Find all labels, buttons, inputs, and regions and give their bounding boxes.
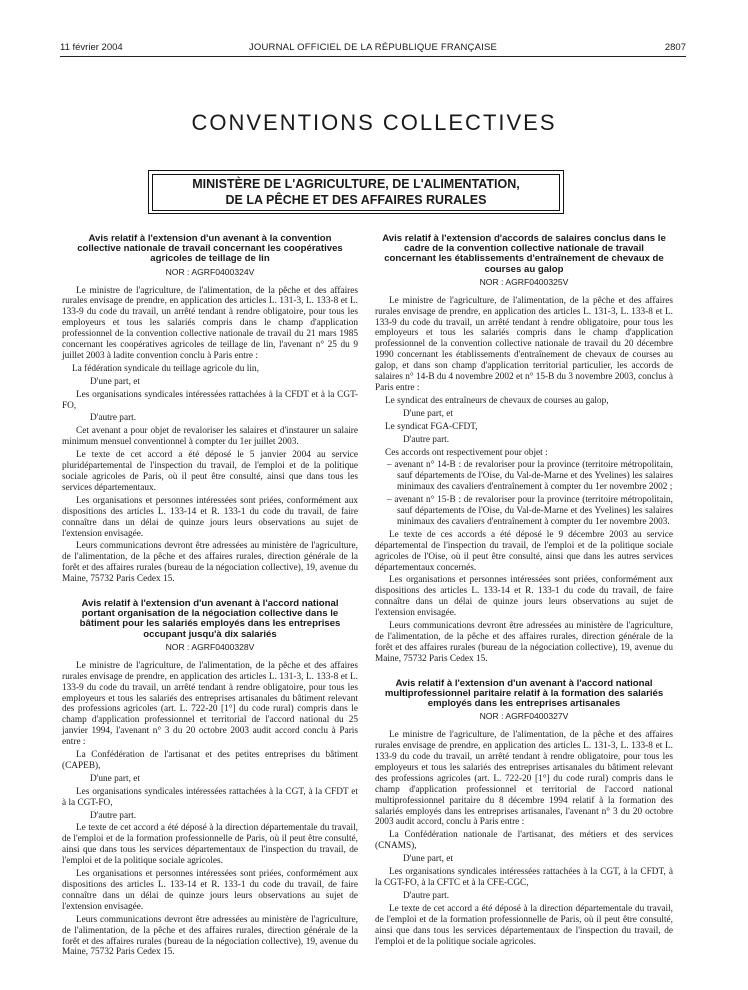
notice-paragraph: D'une part, et	[403, 408, 453, 419]
notice-paragraph: D'autre part.	[90, 810, 137, 821]
notice-paragraph: – avenant n° 14-B : de revaloriser pour la province (territoire métropolitain, sauf départements de l'Oise, du Val-de-Marne et des Yvelines) les salaires minimaux des cavaliers d'entraînement à compter du 1er novembre 2002 ;	[387, 460, 673, 493]
notice-paragraph: – avenant n° 15-B : de revaloriser pour la province (territoire métropolitain, sauf départements de l'Oise, du Val-de-Marne et des Yvelines) les salaires minimaux des cavaliers d'entraînement à compter du 1er novembre 2003.	[387, 495, 673, 527]
notice-paragraph: Leurs communications devront être adressées au ministère de l'agriculture, de l'alimentation, de la pêche et des affaires rurales, direction générale de la forêt et des affaires rurales (bureau de la négociation collective), 19, avenue du Maine, 75732 Paris Cedex 15.	[375, 621, 673, 664]
notice-article	[375, 679, 673, 948]
page-header	[60, 42, 686, 56]
notice-paragraph: Les organisations syndicales intéressées rattachées à la CGT, à la CFDT, à la CGT-FO, à la CFTC et à la CFE-CGC,	[375, 867, 673, 889]
journal-title: JOURNAL OFFICIEL DE LA RÉPUBLIQUE FRANÇAISE	[248, 42, 498, 53]
notice-paragraph: D'autre part.	[90, 413, 137, 424]
nor-reference: NOR : AGRF0400328V	[165, 641, 255, 652]
right-column	[375, 234, 673, 949]
notice-paragraph: Le ministre de l'agriculture, de l'alimentation, de la pêche et des affaires rurales envisage de prendre, en application des articles L. 131-3, L. 133-8 et L. 133-9 du code du travail, un arrêté tendant à rendre obligatoire, pour tous les employeurs et tous les salariés des entreprises artisanales du bâtiment relevant des professions agricoles (art. L. 722-20 [1°] du code rural) compris dans le champ d'application professionnel et territorial de l'accord national du 25 janvier 1994, l'avenant n° 3 du 20 octobre 2003 audit accord conclu à Paris entre :	[62, 660, 358, 748]
notice-article	[375, 234, 673, 665]
notice-paragraph: D'une part, et	[90, 773, 140, 784]
ministry-box	[152, 174, 560, 211]
notice-paragraph: Leurs communications devront être adressées au ministère de l'agriculture, de l'alimentation, de la pêche et des affaires rurales, direction générale de la forêt et des affaires rurales (bureau de la négociation collective), 19, avenue du Maine, 75732 Paris Cedex 15.	[62, 541, 358, 585]
notice-paragraph: Le texte de ces accords a été déposé le 9 décembre 2003 au service départemental de l'inspection du travail, de l'emploi et de la politique sociale agricoles de l'Oise, où il peut être consulté, ainsi que dans les autres services départementaux concernés.	[375, 529, 673, 573]
notice-paragraph: Les organisations et personnes intéressées sont priées, conformément aux dispositions des articles L. 133-14 et R. 133-1 du code du travail, de faire connaître dans un délai de quinze jours leurs observations au sujet de l'extension envisagée.	[62, 495, 358, 539]
notice-paragraph: D'une part, et	[403, 854, 453, 865]
notice-paragraph: Le syndicat FGA-CFDT,	[385, 421, 478, 432]
notice-title: Avis relatif à l'extension d'un avenant à l'accord national multiprofessionnel paritaire relatif à la formation des salariés employés dans les entreprises artisanales	[384, 677, 664, 710]
notice-paragraph: Le syndicat des entraîneurs de chevaux de courses au galop,	[385, 395, 609, 406]
nor-reference: NOR : AGRF0400327V	[479, 711, 569, 722]
nor-reference: NOR : AGRF0400325V	[479, 276, 569, 287]
notice-article	[62, 599, 358, 958]
notice-title: Avis relatif à l'extension d'accords de salaires conclus dans le cadre de la convention collective nationale de travail concernant les établissements d'entraînement de chevaux de courses au galop	[382, 233, 666, 275]
left-column	[62, 234, 358, 960]
notice-paragraph: Ces accords ont respectivement pour objet :	[385, 447, 548, 458]
section-title: CONVENTIONS COLLECTIVES	[191, 110, 557, 135]
ministry-line-1: MINISTÈRE DE L'AGRICULTURE, DE L'ALIMENTATION,	[192, 177, 520, 191]
notice-paragraph: D'autre part.	[403, 434, 450, 445]
nor-reference: NOR : AGRF0400324V	[165, 266, 255, 277]
notice-title: Avis relatif à l'extension d'un avenant à l'accord national portant organisation de la négociation collective dans le bâtiment pour les salariés employés dans les entreprises occupant jusqu'à dix salariés	[79, 598, 341, 640]
header-date: 11 février 2004	[60, 42, 123, 53]
notice-paragraph: Le ministre de l'agriculture, de l'alimentation, de la pêche et des affaires rurales envisage de prendre, en application des articles L. 131-3, L. 133-8 et L. 133-9 du code du travail, un arrêté tendant à rendre obligatoire, pour tous les employeurs et tous les salariés des entreprises artisanales du bâtiment relevant des professions agricoles (art. L. 722-20 [1°] du code rural) compris dans le champ d'application professionnel et territorial de l'accord national multiprofessionnel paritaire du 8 décembre 1994 relatif à la formation des salariés employés dans les entreprises artisanales, l'avenant n° 3 du 20 octobre 2003 audit accord, conclu à Paris entre :	[375, 730, 673, 828]
notice-title: Avis relatif à l'extension d'un avenant à la convention collective nationale de travail concernant les coopératives agricoles de teillage de lin	[77, 233, 343, 265]
notice-paragraph: Les organisations syndicales intéressées rattachées à la CFDT et à la CGT-FO,	[62, 389, 358, 411]
notice-paragraph: La Confédération nationale de l'artisanat, des métiers et des services (CNAMS),	[375, 830, 673, 852]
page-number: 2807	[664, 42, 686, 53]
ministry-line-2: DE LA PÊCHE ET DES AFFAIRES RURALES	[225, 193, 487, 207]
notice-paragraph: D'autre part.	[403, 890, 450, 901]
notice-paragraph: La Confédération de l'artisanat et des petites entreprises du bâtiment (CAPEB),	[62, 750, 358, 771]
notice-paragraph: Le ministre de l'agriculture, de l'alimentation, de la pêche et des affaires rurales envisage de prendre, en application des articles L. 131-3, L. 133-8 et L. 133-9 du code du travail, un arrêté tendant à rendre obligatoire, pour tous les employeurs et tous les salariés compris dans le champ d'application professionnel de la convention collective nationale de travail du 20 décembre 1990 concernant les établissements d'entraînement de chevaux de courses au galop, et dans son champ d'application territorial particulier, les accords de salaires n° 14-B du 4 novembre 2002 et n° 15-B du 3 novembre 2003, conclus à Paris entre :	[375, 295, 673, 393]
notice-paragraph: Les organisations et personnes intéressées sont priées, conformément aux dispositions des articles L. 133-14 et R. 133-1 du code du travail, de faire connaître dans un délai de quinze jours leurs observations au sujet de l'extension envisagée.	[62, 869, 358, 912]
notice-paragraph: Les organisations syndicales intéressées rattachées à la CGT, à la CFDT et à la CGT-FO,	[62, 786, 358, 808]
notice-paragraph: Le texte de cet accord a été déposé à la direction départementale du travail, de l'emploi et de la formation professionnelle de Paris, où il peut être consulté, ainsi que dans tous les services départementaux de l'inspection du travail, de l'emploi et de la politique sociale agricoles.	[62, 823, 358, 867]
notice-article	[62, 234, 358, 585]
notice-paragraph: Cet avenant a pour objet de revaloriser les salaires et d'instaurer un salaire minimum mensuel conventionnel à compter du 1er juillet 2003.	[62, 426, 358, 448]
notice-paragraph: Le texte de cet accord a été déposé à la direction départementale du travail, de l'emploi et de la formation professionnelle de Paris, où il peut être consulté, ainsi que dans tous les services départementaux de l'inspection du travail, de l'emploi et de la politique sociale agricoles.	[375, 903, 673, 947]
header-rule	[60, 56, 686, 57]
notice-paragraph: D'une part, et	[90, 376, 140, 387]
notice-paragraph: Le texte de cet accord a été déposé le 5 janvier 2004 au service pluridépartemental de l'inspection du travail, de l'emploi et de la politique sociale agricoles de Paris, où il peut être consulté, ainsi que dans tous les services départementaux.	[62, 450, 358, 493]
notice-paragraph: La fédération syndicale du teillage agricole du lin,	[72, 363, 259, 374]
notice-paragraph: Les organisations et personnes intéressées sont priées, conformément aux dispositions des articles L. 133-14 et R. 133-1 du code du travail, de faire connaître dans un délai de quinze jours leurs observations au sujet de l'extension envisagée.	[375, 575, 673, 619]
notice-paragraph: Le ministre de l'agriculture, de l'alimentation, de la pêche et des affaires rurales envisage de prendre, en application des articles L. 131-3, L. 133-8 et L. 133-9 du code du travail, un arrêté tendant à rendre obligatoire, pour tous les employeurs et tous les salariés compris dans le champ d'application professionnel de la convention collective nationale de travail du 21 mars 1985 concernant les coopératives agricoles de teillage de lin, l'avenant n° 25 du 9 juillet 2003 à ladite convention conclu à Paris entre :	[62, 285, 358, 361]
notice-paragraph: Leurs communications devront être adressées au ministère de l'agriculture, de l'alimentation, de la pêche et des affaires rurales, direction générale de la forêt et des affaires rurales (bureau de la négociation collective), 19, avenue du Maine, 75732 Paris Cedex 15.	[62, 914, 358, 958]
